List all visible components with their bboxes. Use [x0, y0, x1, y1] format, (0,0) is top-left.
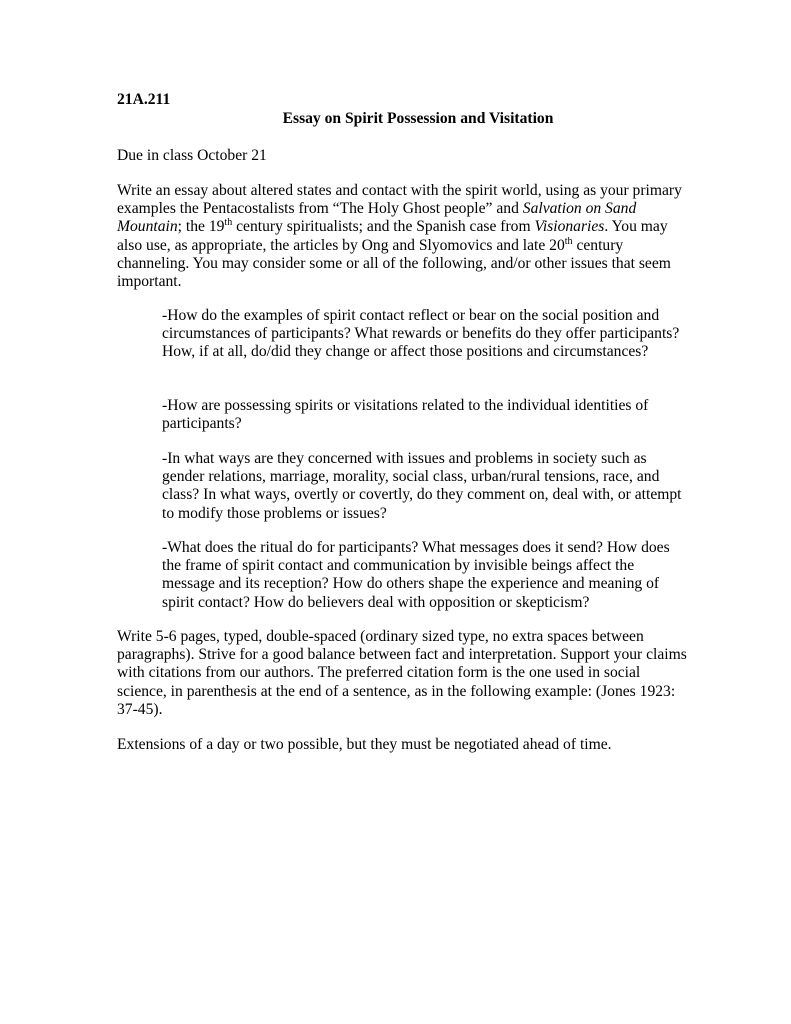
intro-text-2: ; the 19 — [177, 218, 225, 236]
intro-text-4: . You may also use, as appropriate, the articles by Ong and Slyomovics and late 20 — [117, 218, 668, 254]
question-ritual: -What does the ritual do for participants? What messages does it send? How does the frame of spirit contact and communication by invisible beings affect the message and its reception? How do others shape the experience and meaning of spirit contact? How do believers deal with opposition or skepticism? — [162, 539, 670, 611]
due-date: Due in class October 21 — [117, 147, 267, 164]
question-identities: -How are possessing spirits or visitations related to the individual identities of participants? — [162, 397, 649, 433]
intro-paragraph — [117, 182, 687, 291]
superscript-th-2: th — [564, 235, 573, 247]
intro-text-5: century channeling. You may consider some or all of the following, and/or other issues that seem important. — [117, 236, 671, 291]
essay-title: Essay on Spirit Possession and Visitation — [282, 110, 554, 127]
superscript-th-1: th — [224, 217, 233, 229]
requirements-paragraph: Write 5-6 pages, typed, double-spaced (ordinary sized type, no extra spaces between paragraphs). Strive for a good balance between fact and interpretation. Support your claims with citations from our authors. The preferred citation form is the one used in social science, in parenthesis at the end of a sentence, as in the following example: (Jones 1923: 37-45). — [117, 628, 687, 718]
extensions-paragraph: Extensions of a day or two possible, but they must be negotiated ahead of time. — [117, 736, 612, 753]
question-society-issues: -In what ways are they concerned with issues and problems in society such as gender relations, marriage, morality, social class, urban/rural tensions, race, and class? In what ways, overtly or covertly, do they comment on, deal with, or attempt to modify those problems or issues? — [162, 450, 682, 522]
course-code: 21A.211 — [117, 91, 171, 108]
intro-text-1: Write an essay about altered states and contact with the spirit world, using as your primary examples the Pentacostalists from “The Holy Ghost people” and — [117, 182, 682, 218]
intro-text-3: century spiritualists; and the Spanish case from — [232, 218, 535, 236]
question-social-position: -How do the examples of spirit contact reflect or bear on the social position and circumstances of participants? What rewards or benefits do they offer participants? How, if at all, do/did they change or affect those positions and circumstances? — [162, 307, 680, 361]
book-title-visionaries: Visionaries — [534, 218, 605, 236]
film-title-salvation: Salvation on Sand Mountain — [117, 200, 637, 236]
